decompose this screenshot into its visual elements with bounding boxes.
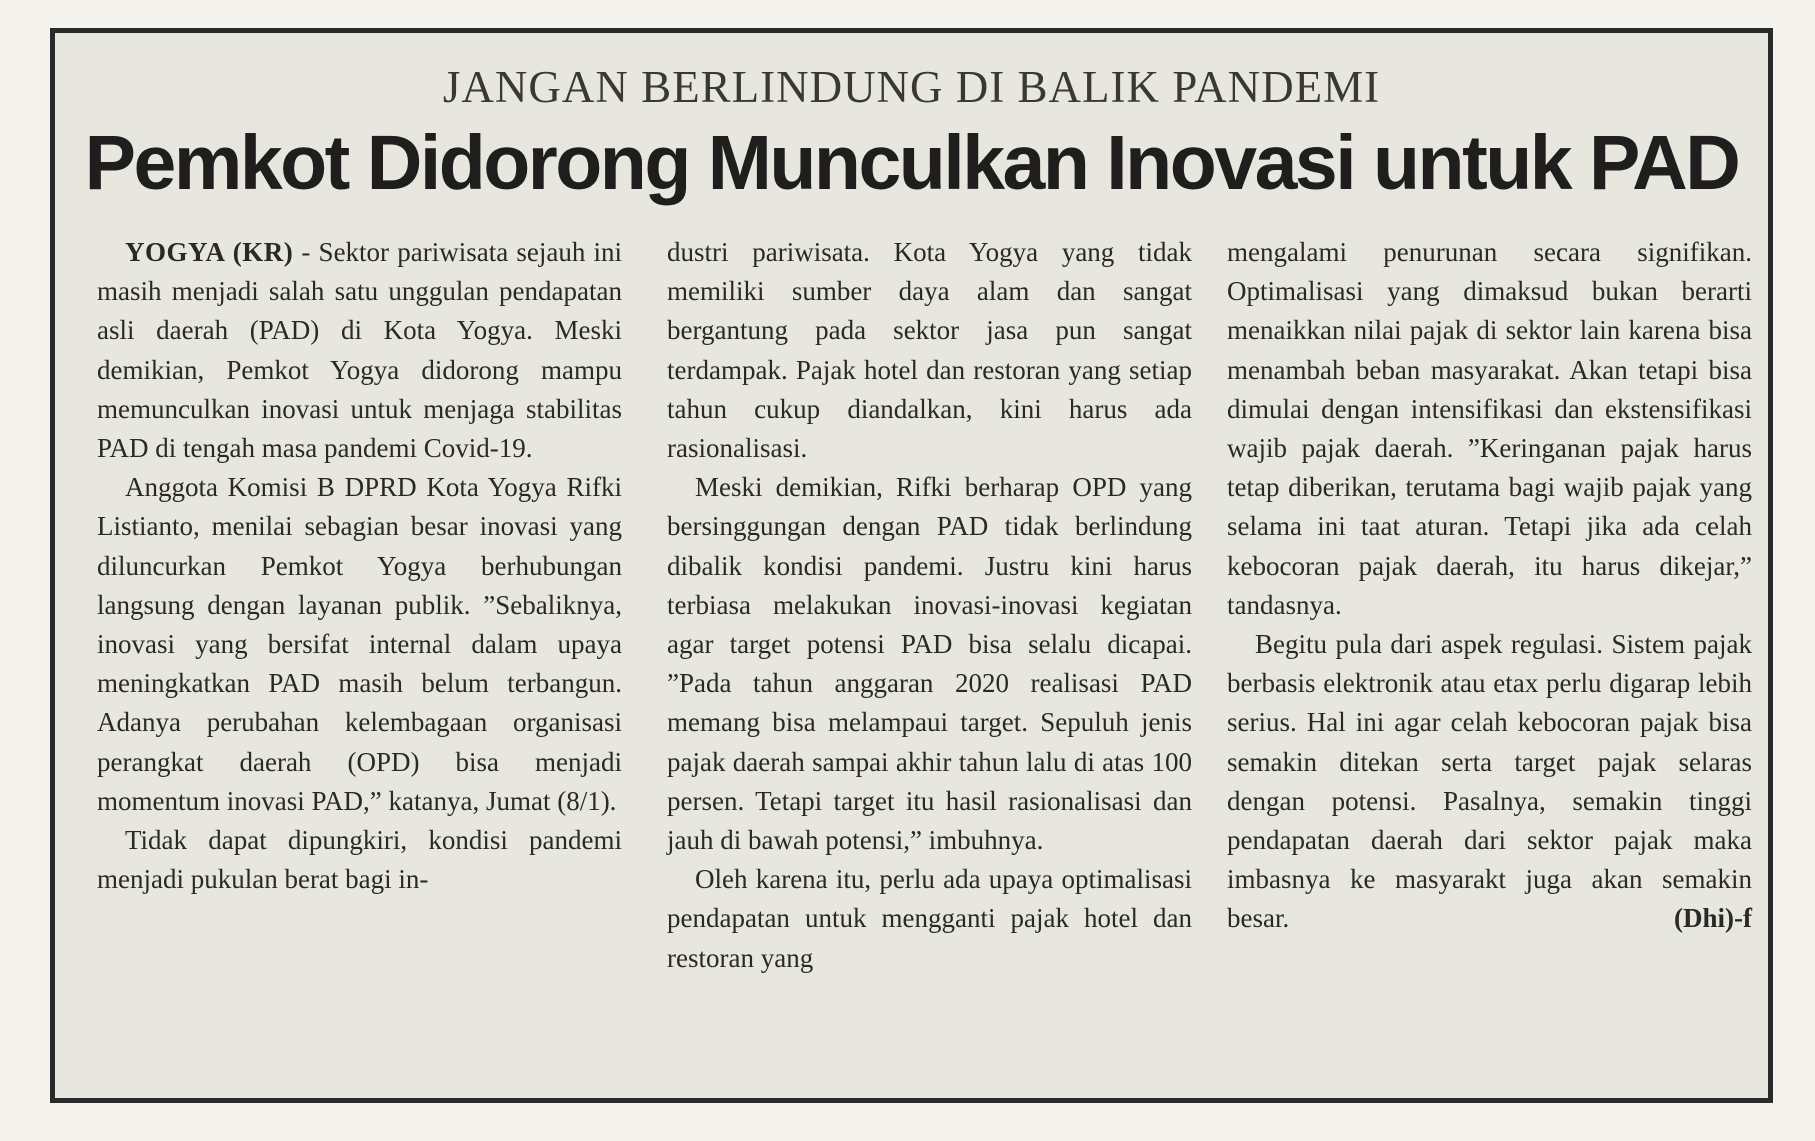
paragraph-6-text: Begitu pula dari aspek regulasi. Sistem pajak berbasis elektronik atau etax perlu digarap lebih serius. Hal ini agar celah kebocoran pajak bisa semakin ditekan serta target pajak selaras dengan potensi. Pasalnya, semakin tinggi pendapatan daerah dari sektor pajak maka imbasnya ke masyarakt juga akan semakin besar.: [1227, 629, 1752, 934]
article-headline: Pemkot Didorong Munculkan Inovasi untuk PAD: [84, 120, 1739, 206]
article-dateline: YOGYA (KR): [125, 237, 294, 267]
article-paragraph-2: Anggota Komisi B DPRD Kota Yogya Rifki Listianto, menilai sebagian besar inovasi yang diluncurkan Pemkot Yogya berhubungan langsung dengan layanan publik. ”Sebaliknya, inovasi yang bersifat internal dalam upaya meningkatkan PAD masih belum terbangun. Adanya perubahan kelembagaan organisasi perangkat daerah (OPD) bisa menjadi momentum inovasi PAD,” katanya, Jumat (8/1).: [97, 472, 622, 816]
article-kicker: JANGAN BERLINDUNG DI BALIK PANDEMI: [442, 62, 1381, 112]
article-paragraph-4: Meski demikian, Rifki berharap OPD yang bersinggungan dengan PAD tidak berlindung dibalik kondisi pandemi. Justru kini harus terbiasa melakukan inovasi-inovasi kegiatan agar target potensi PAD bisa selalu dicapai. ”Pada tahun anggaran 2020 realisasi PAD memang bisa melampaui target. Sepuluh jenis pajak daerah sampai akhir tahun lalu di atas 100 persen. Tetapi target itu hasil rasionalisasi dan jauh di bawah potensi,” imbuhnya.: [667, 472, 1192, 856]
article-column-2: [667, 233, 1192, 978]
article-paragraph-3: [97, 821, 622, 899]
newspaper-clipping: [50, 28, 1773, 1103]
paragraph-1-text: - Sektor pariwisata sejauh ini masih menjadi salah satu unggulan pendapatan asli daerah (PAD) di Kota Yogya. Meski demikian, Pemkot Yogya didorong mampu memunculkan inovasi untuk menjaga stabilitas PAD di tengah masa pandemi Covid-19.: [97, 237, 623, 464]
article-paragraph-1: [97, 233, 622, 468]
paragraph-3-text-part-1: Tidak dapat dipungkiri, kondisi pandemi menjadi pukulan berat bagi in-: [97, 825, 622, 895]
article-paragraph-6: [1227, 625, 1752, 939]
article-paragraph-5: Oleh karena itu, perlu ada upaya optimalisasi pendapatan untuk mengganti pajak hotel dan restoran yang: [667, 864, 1192, 973]
article-column-1: [97, 233, 622, 899]
article-paragraph-5-continued: mengalami penurunan secara signifikan. Optimalisasi yang dimaksud bukan berarti menaikkan nilai pajak di sektor lain karena bisa menambah beban masyarakat. Akan tetapi bisa dimulai dengan intensifikasi dan ekstensifikasi wajib pajak daerah. ”Keringanan pajak harus tetap diberikan, terutama bagi wajib pajak yang selama ini taat aturan. Tetapi jika ada celah kebocoran pajak daerah, itu harus dikejar,” tandasnya.: [1227, 237, 1752, 620]
article-column-3: [1227, 233, 1752, 939]
article-byline: (Dhi)-f: [1674, 903, 1752, 934]
article-paragraph-3-continued: dustri pariwisata. Kota Yogya yang tidak memiliki sumber daya alam dan sangat bergantung pada sektor jasa pun sangat terdampak. Pajak hotel dan restoran yang setiap tahun cukup diandalkan, kini harus ada rasionalisasi.: [667, 237, 1192, 464]
